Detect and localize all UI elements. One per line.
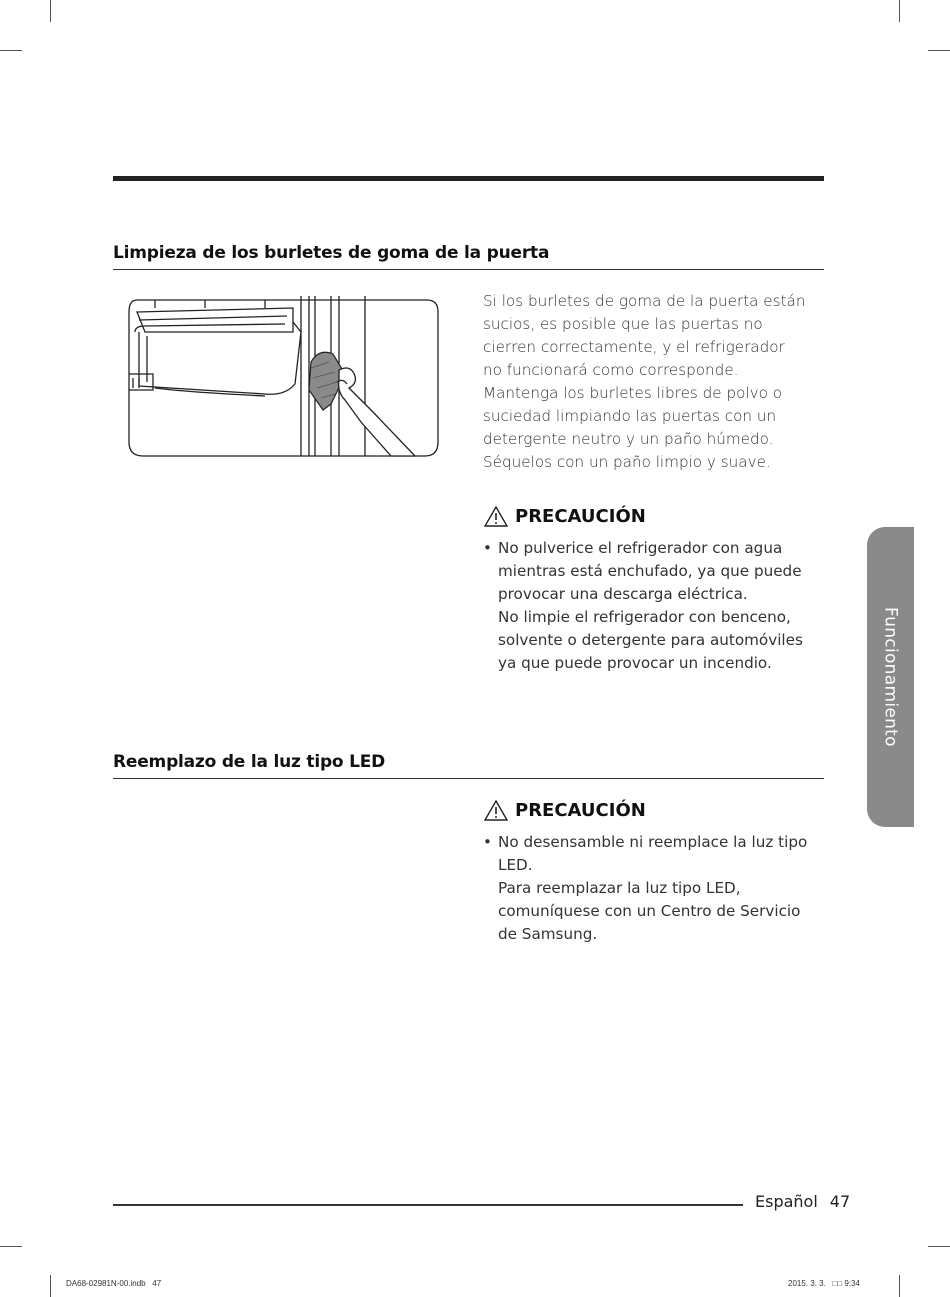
section-title-gasket-cleaning: Limpieza de los burletes de goma de la puerta xyxy=(113,243,550,263)
crop-mark xyxy=(50,0,51,22)
caution-heading xyxy=(483,505,646,528)
section-rule xyxy=(113,778,824,779)
paragraph-line: Séquelos con un paño limpio y suave. xyxy=(483,453,771,471)
door-gasket-cleaning-illustration xyxy=(125,292,441,460)
caution-line: mientras está enchufado, ya que puede xyxy=(498,562,802,580)
crop-mark xyxy=(899,0,900,22)
page-footer xyxy=(755,1192,850,1211)
header-rule xyxy=(113,176,824,181)
bullet-dot: • xyxy=(483,539,492,557)
caution-heading xyxy=(483,799,646,822)
crop-mark xyxy=(0,1246,22,1247)
chapter-side-tab xyxy=(867,527,914,827)
paragraph-line: detergente neutro y un paño húmedo. xyxy=(483,430,774,448)
caution-line: ya que puede provocar un incendio. xyxy=(498,654,772,672)
paragraph-line: Mantenga los burletes libres de polvo o xyxy=(483,384,783,402)
caution-label: PRECAUCIÓN xyxy=(515,800,646,821)
page-number: 47 xyxy=(829,1192,851,1211)
caution-line: comuníquese con un Centro de Servicio xyxy=(498,902,801,920)
paragraph-line: suciedad limpiando las puertas con un xyxy=(483,407,777,425)
bullet-dot: • xyxy=(483,833,492,851)
print-date-info: 2015. 3. 3. □□ 9:34 xyxy=(788,1279,860,1288)
crop-mark xyxy=(50,1275,51,1297)
warning-triangle-icon xyxy=(483,505,509,528)
crop-mark xyxy=(899,1275,900,1297)
caution-bullet xyxy=(483,537,828,675)
caution-line: solvente o detergente para automóviles xyxy=(498,631,803,649)
caution-line: No pulverice el refrigerador con agua xyxy=(498,539,783,557)
paragraph-line: cierren correctamente, y el refrigerador xyxy=(483,338,785,356)
caution-line: No limpie el refrigerador con benceno, xyxy=(498,608,791,626)
footer-language: Español xyxy=(755,1192,818,1211)
paragraph-line: Si los burletes de goma de la puerta están xyxy=(483,292,806,310)
caution-bullet xyxy=(483,831,828,946)
crop-mark xyxy=(0,50,22,51)
chapter-label: Funcionamiento xyxy=(880,607,901,747)
warning-triangle-icon xyxy=(483,799,509,822)
caution-line: provocar una descarga eléctrica. xyxy=(498,585,748,603)
section-title-led-replacement: Reemplazo de la luz tipo LED xyxy=(113,752,386,772)
caution-label: PRECAUCIÓN xyxy=(515,506,646,527)
paragraph-line: sucios, es posible que las puertas no xyxy=(483,315,763,333)
crop-mark xyxy=(928,50,950,51)
caution-line: LED. xyxy=(498,856,533,874)
footer-rule xyxy=(113,1204,743,1206)
print-file-info: DA68-02981N-00.indb 47 xyxy=(66,1279,162,1288)
gasket-cleaning-paragraph xyxy=(483,290,828,474)
paragraph-line: no funcionará como corresponde. xyxy=(483,361,739,379)
crop-mark xyxy=(928,1246,950,1247)
section-rule xyxy=(113,269,824,270)
caution-line: Para reemplazar la luz tipo LED, xyxy=(498,879,741,897)
caution-line: No desensamble ni reemplace la luz tipo xyxy=(498,833,808,851)
caution-line: de Samsung. xyxy=(498,925,598,943)
